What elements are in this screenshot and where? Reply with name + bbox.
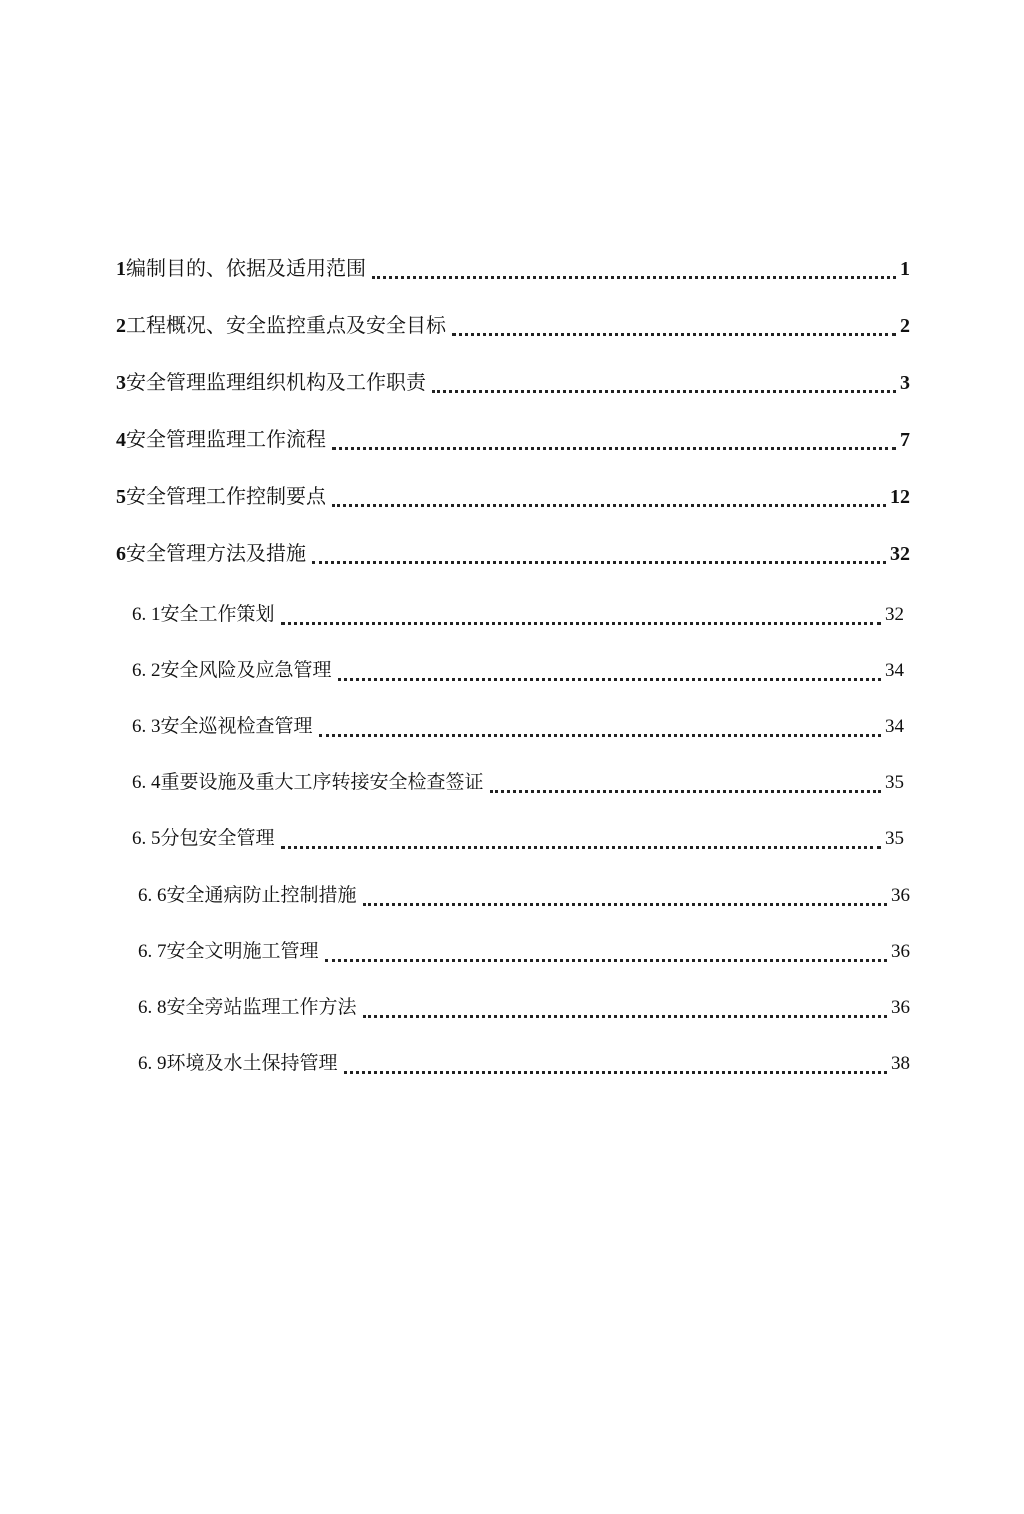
- toc-entry-number: 4: [116, 429, 126, 451]
- dot-leader: [363, 903, 887, 906]
- toc-subentry-page: 35: [885, 828, 904, 849]
- toc-subentry-number: 6. 2: [132, 660, 161, 681]
- toc-subentry-number: 6. 9: [138, 1053, 167, 1074]
- toc-subentry-6-8[interactable]: [138, 991, 910, 1023]
- toc-subentry-6-5[interactable]: [132, 822, 904, 854]
- toc-subentry-page: 35: [885, 772, 904, 793]
- toc-entry-title: 安全管理监理工作流程: [126, 427, 326, 451]
- toc-subentry-title: 分包安全管理: [160, 827, 275, 849]
- toc-subentry-page: 38: [891, 1053, 910, 1074]
- toc-entry-6[interactable]: [116, 537, 910, 569]
- toc-entry-page: 1: [900, 258, 910, 280]
- toc-subentry-title: 安全文明施工管理: [166, 940, 319, 962]
- toc-subentry-title: 环境及水土保持管理: [166, 1052, 338, 1074]
- toc-subentry-title: 安全巡视检查管理: [160, 715, 313, 737]
- toc-entry-page: 32: [890, 543, 910, 565]
- dot-leader: [372, 276, 896, 279]
- toc-subentry-6-7[interactable]: [138, 935, 910, 967]
- dot-leader: [325, 959, 887, 962]
- dot-leader: [281, 846, 881, 849]
- toc-entry-2[interactable]: [116, 309, 910, 341]
- toc-subentry-number: 6. 8: [138, 997, 167, 1018]
- dot-leader: [363, 1015, 887, 1018]
- toc-entry-title: 编制目的、依据及适用范围: [126, 256, 366, 280]
- toc-subentry-number: 6. 6: [138, 885, 167, 906]
- toc-entry-number: 3: [116, 372, 126, 394]
- toc-subentry-number: 6. 1: [132, 604, 161, 625]
- toc-subentry-page: 34: [885, 660, 904, 681]
- toc-subentry-6-4[interactable]: [132, 766, 904, 798]
- toc-subentry-number: 6. 3: [132, 716, 161, 737]
- toc-subentry-page: 36: [891, 941, 910, 962]
- toc-subentry-title: 安全风险及应急管理: [160, 659, 332, 681]
- toc-entry-page: 12: [890, 486, 910, 508]
- toc-entry-number: 6: [116, 543, 126, 565]
- dot-leader: [332, 447, 896, 450]
- dot-leader: [281, 622, 881, 625]
- toc-entry-title: 工程概况、安全监控重点及安全目标: [126, 313, 446, 337]
- dot-leader: [338, 678, 881, 681]
- toc-entry-title: 安全管理监理组织机构及工作职责: [126, 370, 426, 394]
- toc-subentry-title: 安全工作策划: [160, 603, 275, 625]
- toc-entry-number: 1: [116, 258, 126, 280]
- toc-entry-title: 安全管理方法及措施: [126, 541, 306, 565]
- toc-subentry-page: 32: [885, 604, 904, 625]
- toc-entry-1[interactable]: [116, 252, 910, 284]
- toc-entry-page: 7: [900, 429, 910, 451]
- dot-leader: [432, 390, 896, 393]
- toc-subentry-6-3[interactable]: [132, 710, 904, 742]
- toc-entry-page: 3: [900, 372, 910, 394]
- toc-entry-5[interactable]: [116, 480, 910, 512]
- toc-entry-title: 安全管理工作控制要点: [126, 484, 326, 508]
- toc-entry-4[interactable]: [116, 423, 910, 455]
- dot-leader: [312, 561, 886, 564]
- toc-subentry-title: 安全旁站监理工作方法: [166, 996, 357, 1018]
- toc-subentry-title: 安全通病防止控制措施: [166, 884, 357, 906]
- toc-subentry-6-9[interactable]: [138, 1047, 910, 1079]
- dot-leader: [344, 1071, 887, 1074]
- toc-subentry-page: 36: [891, 997, 910, 1018]
- dot-leader: [452, 333, 896, 336]
- toc-subentry-number: 6. 5: [132, 828, 161, 849]
- dot-leader: [319, 734, 881, 737]
- toc-entry-number: 2: [116, 315, 126, 337]
- toc-entry-3[interactable]: [116, 366, 910, 398]
- toc-entry-number: 5: [116, 486, 126, 508]
- toc-subentry-title: 重要设施及重大工序转接安全检查签证: [160, 771, 484, 793]
- toc-subentry-page: 34: [885, 716, 904, 737]
- toc-subentry-number: 6. 4: [132, 772, 161, 793]
- toc-subentry-6-2[interactable]: [132, 654, 904, 686]
- toc-subentry-page: 36: [891, 885, 910, 906]
- dot-leader: [332, 504, 886, 507]
- toc-subentry-6-6[interactable]: [138, 879, 910, 911]
- toc-subentry-number: 6. 7: [138, 941, 167, 962]
- toc-entry-page: 2: [900, 315, 910, 337]
- dot-leader: [490, 790, 881, 793]
- toc-subentry-6-1[interactable]: [132, 598, 904, 630]
